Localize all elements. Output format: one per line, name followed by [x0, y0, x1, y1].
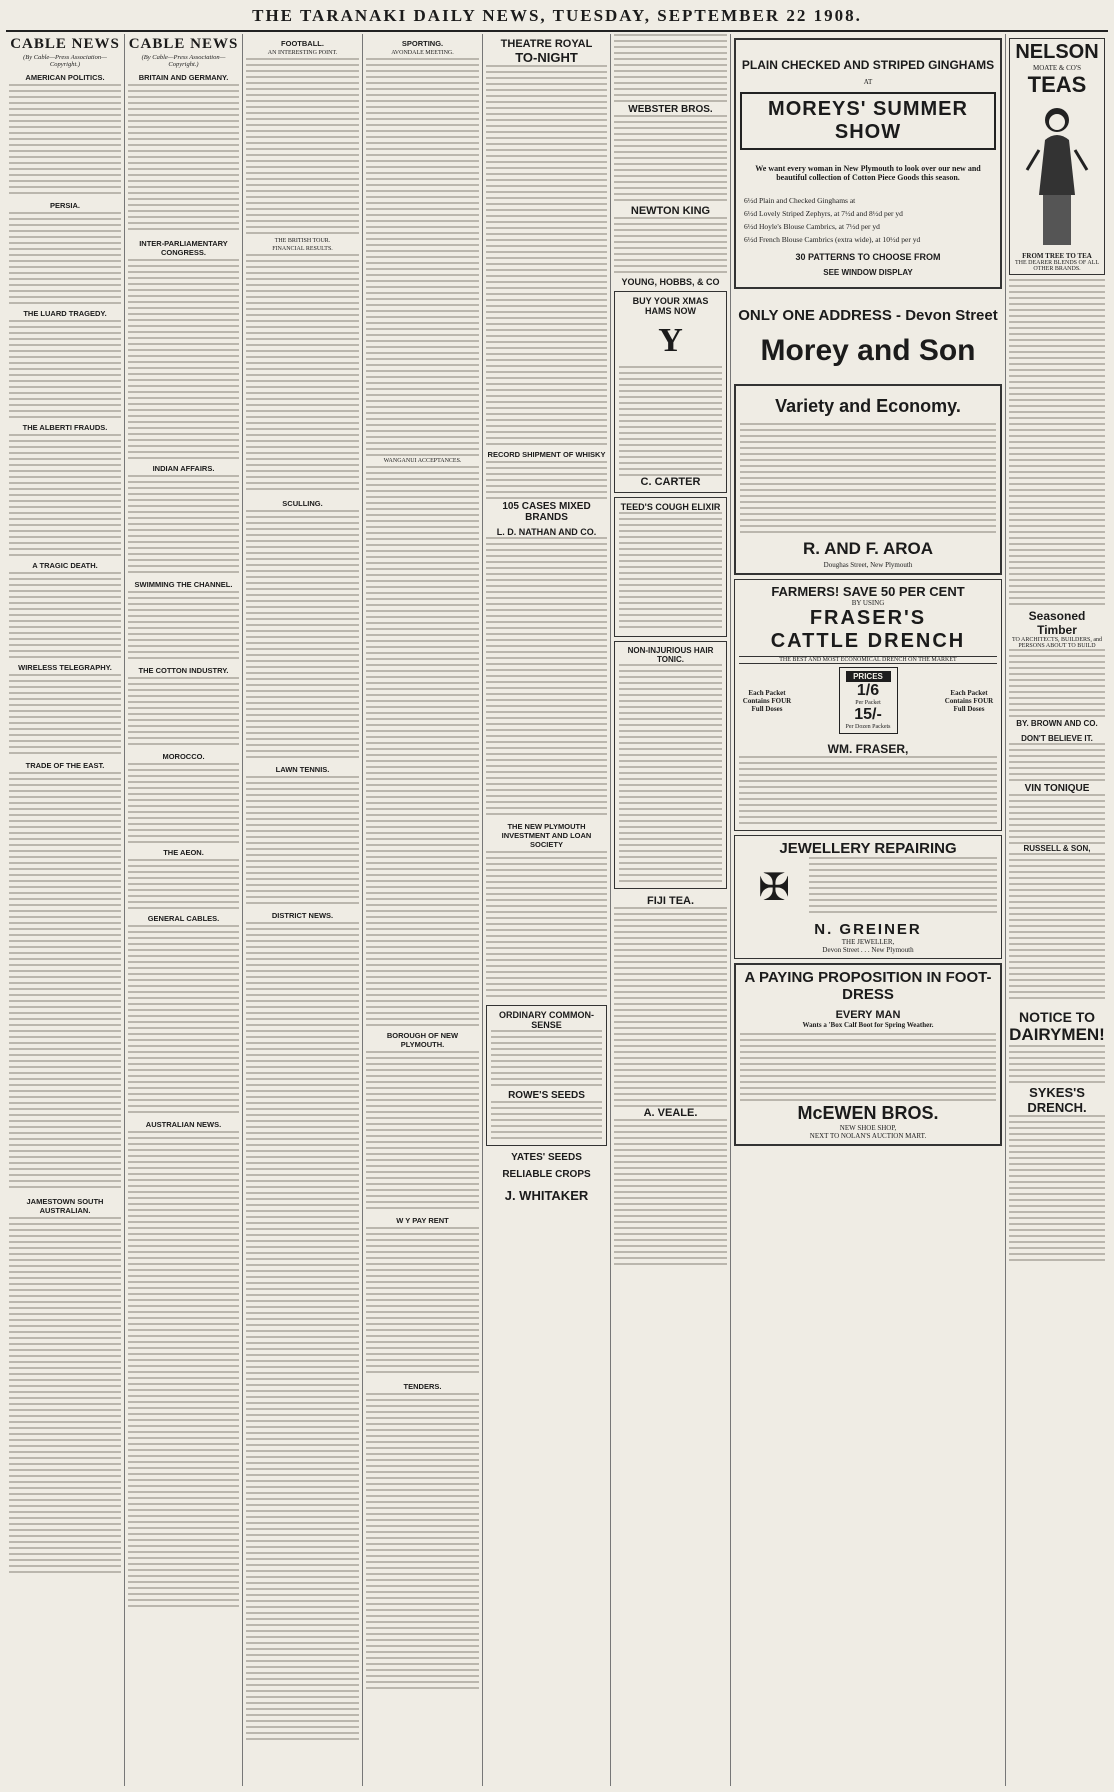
price-row [739, 667, 997, 734]
article-text [128, 1131, 239, 1611]
gingham-at: AT [863, 78, 873, 86]
article-text [246, 776, 359, 906]
headline: LAWN TENNIS. [275, 765, 330, 774]
ad-text [809, 857, 997, 917]
ad-text [740, 1033, 996, 1103]
dairymen: DAIRYMEN! [1009, 1025, 1105, 1044]
mcewen-name: McEWEN BROS. [797, 1103, 939, 1123]
column-1-heading: CABLE NEWS [10, 36, 120, 52]
sub-headline: THE BRITISH TOUR. [274, 238, 331, 244]
ad-text [614, 217, 727, 277]
frasers-name: FRASER'S [809, 607, 927, 629]
headline: THE AEON. [163, 848, 204, 857]
dearer-blends: THE DEARER BLENDS OF ALL OTHER BRANDS. [1015, 260, 1099, 272]
aroa-name: R. AND F. AROA [802, 539, 933, 558]
article-text [9, 320, 121, 418]
gingham-line: 6½d French Blouse Cambrics (extra wide), at 10½d per yd [744, 235, 921, 244]
fiji-tea-heading: FIJI TEA. [646, 895, 695, 907]
column-2 [124, 34, 242, 1786]
doubt-heading: DON'T BELIEVE IT. [1021, 734, 1093, 743]
column-5 [482, 34, 610, 1786]
ad-text [740, 423, 996, 533]
article-text [128, 259, 239, 459]
headline: AUSTRALIAN NEWS. [145, 1120, 222, 1129]
ad-text [486, 65, 607, 445]
moate-name: MOATE & CO'S [1033, 64, 1081, 72]
whitaker-name: J. WHITAKER [504, 1188, 589, 1203]
prices-label: PRICES [846, 671, 891, 682]
gingham-line: 6½d Hoyle's Blouse Cambrics, at 7½d per yd [744, 222, 880, 231]
carter-name: C. CARTER [640, 476, 701, 488]
notice-heading: W Y PAY RENT [396, 1216, 449, 1225]
jewel-ornament-icon: ✠ [758, 865, 790, 909]
every-man: EVERY MAN [835, 1009, 901, 1021]
headline: THE LUARD TRAGEDY. [23, 309, 107, 318]
ad-text [486, 537, 607, 817]
jewellery-row [739, 857, 997, 917]
headline: INDIAN AFFAIRS. [152, 464, 215, 473]
column-7 [730, 34, 1005, 1786]
rowes-seeds: ROWE'S SEEDS [508, 1090, 585, 1101]
headline: WIRELESS TELEGRAPHY. [18, 663, 112, 672]
seeds-heading: ORDINARY COMMON-SENSE [499, 1010, 594, 1030]
article-text [9, 674, 121, 756]
masthead-rule [6, 30, 1108, 32]
headline: BRITAIN AND GERMANY. [138, 73, 229, 82]
webster-name: WEBSTER BROS. [628, 104, 713, 115]
moreys-address: ONLY ONE ADDRESS - Devon Street [738, 307, 998, 324]
article-text [128, 859, 239, 909]
ad-text [614, 1119, 727, 1269]
article-text [9, 212, 121, 304]
price-box [839, 667, 898, 734]
ham-big-letter: Y [658, 322, 683, 359]
fraser-chemist: WM. FRASER, [827, 742, 909, 756]
headline: PERSIA. [49, 201, 80, 210]
gingham-line: 6½d Lovely Striped Zephyrs, at 7½d and 8½d per yd [744, 209, 903, 218]
notice-heading: TENDERS. [403, 1382, 442, 1391]
ad-text [1009, 743, 1105, 783]
column-1-credit: (By Cable—Press Association—Copyright.) [23, 54, 107, 68]
pack-left: Each Packet Contains FOUR Full Doses [742, 688, 792, 713]
headline: THE COTTON INDUSTRY. [138, 666, 229, 675]
window-display-line: SEE WINDOW DISPLAY [823, 268, 913, 277]
gingham-title: PLAIN CHECKED AND STRIPED GINGHAMS [741, 58, 995, 72]
jewellery-ad [734, 835, 1002, 959]
ham-ad [614, 291, 727, 493]
article-text [128, 677, 239, 747]
newton-king-name: NEWTON KING [630, 205, 711, 217]
headline: SWIMMING THE CHANNEL. [134, 580, 233, 589]
best-drench-line: THE BEST AND MOST ECONOMICAL DRENCH ON THE MARKET [739, 656, 997, 664]
article-text [128, 591, 239, 661]
ad-text [486, 461, 607, 501]
article-text [366, 466, 479, 1026]
headline: MOROCCO. [162, 752, 205, 761]
headline: SPORTING. [401, 39, 444, 48]
ad-text [491, 1030, 602, 1090]
article-text [9, 572, 121, 658]
gingham-intro: We want every woman in New Plymouth to look over our new and beautiful collection of Cotton Piece Goods this season. [755, 164, 981, 182]
moreys-gingham-ad [734, 38, 1002, 289]
ad-text [1009, 1045, 1105, 1085]
article-text [246, 922, 359, 1742]
headline: DISTRICT NEWS. [271, 911, 334, 920]
article-text [128, 84, 239, 234]
article-text [128, 925, 239, 1115]
nelson-tea-ad [1009, 38, 1105, 275]
new-shoe-shop: NEW SHOE SHOP, [839, 1124, 897, 1132]
article-text [366, 58, 479, 458]
headline: SCULLING. [282, 499, 323, 508]
cough-ad [614, 497, 727, 637]
ad-text [614, 34, 727, 104]
patterns-line: 30 PATTERNS TO CHOOSE FROM [795, 252, 941, 262]
whisky-cases: 105 CASES MIXED BRANDS [502, 501, 591, 523]
ad-text [614, 907, 727, 1107]
headline: INTER-PARLIAMENTARY CONGRESS. [139, 239, 228, 257]
veale-name: A. VEALE. [643, 1107, 698, 1119]
gingham-line: 6½d Plain and Checked Ginghams at [744, 196, 856, 205]
column-3 [242, 34, 362, 1786]
hair-tonic-ad [614, 641, 727, 889]
foot-dress-heading: A PAYING PROPOSITION IN FOOT-DRESS [744, 969, 992, 1003]
price-dozen: 15/- [854, 706, 882, 723]
price-packet-note: Per Packet [855, 700, 881, 706]
box-calf-line: Wants a 'Box Calf Boot for Spring Weather. [802, 1021, 934, 1029]
column-2-credit: (By Cable—Press Association—Copyright.) [141, 54, 226, 68]
ad-text [614, 115, 727, 205]
ad-text [1009, 853, 1105, 1003]
next-to-nolans: NEXT TO NOLAN'S AUCTION MART. [809, 1132, 927, 1140]
notice-to: NOTICE TO [1019, 1009, 1095, 1025]
ad-text [619, 664, 722, 884]
article-text [246, 254, 359, 494]
sub-headline: WANGANUI ACCEPTANCES. [383, 458, 462, 464]
headline: JAMESTOWN SOUTH AUSTRALIAN. [26, 1197, 104, 1215]
ham-heading: BUY YOUR XMAS HAMS NOW [632, 296, 709, 316]
teas-word: TEAS [1027, 72, 1087, 97]
column-2-heading: CABLE NEWS [128, 36, 239, 52]
moreys-summer-show: MOREYS' SUMMER SHOW [740, 92, 996, 150]
cattle-drench: CATTLE DRENCH [770, 630, 966, 652]
ad-text [1009, 649, 1105, 719]
tree-to-tea: FROM TREE TO TEA [1022, 252, 1092, 260]
greiner-address: Devon Street . . . New Plymouth [822, 946, 914, 954]
price-packet: 1/6 [856, 682, 880, 699]
ad-text [486, 851, 607, 1001]
nathan-name: L. D. NATHAN AND CO. [496, 527, 597, 537]
frasers-drench-ad [734, 579, 1002, 831]
masthead: THE TARANAKI DAILY NEWS, TUESDAY, SEPTEMBER 22 1908. [252, 6, 862, 25]
classified-text [1009, 279, 1105, 609]
ad-text [619, 366, 722, 476]
headline: GENERAL CABLES. [147, 914, 220, 923]
notice-text [366, 1051, 479, 1211]
headline: THE ALBERTI FRAUDS. [22, 423, 108, 432]
article-text [128, 763, 239, 843]
seeds-ad [486, 1005, 607, 1146]
headline: TRADE OF THE EAST. [25, 761, 105, 770]
article-text [246, 58, 359, 238]
society-heading: THE NEW PLYMOUTH INVESTMENT AND LOAN SOCIETY [501, 822, 592, 849]
hair-tonic-heading: NON-INJURIOUS HAIR TONIC. [627, 646, 714, 664]
ad-text [619, 512, 722, 632]
cough-heading: TEED'S COUGH ELIXIR [620, 502, 721, 512]
young-hobbs-name: YOUNG, HOBBS, & CO [621, 277, 720, 287]
farmers-save: FARMERS! SAVE 50 PER CENT [771, 584, 965, 599]
ad-text [491, 1101, 602, 1141]
article-text [9, 84, 121, 196]
by-using: BY USING [851, 599, 885, 607]
article-text [246, 510, 359, 760]
theatre-ad-title: THEATRE ROYAL [500, 38, 593, 50]
column-8 [1005, 34, 1108, 1786]
ad-text [1009, 1115, 1105, 1265]
timber-sub: TO ARCHITECTS, BUILDERS, and PERSONS ABOUT TO BUILD [1011, 637, 1103, 649]
reliable-crops: RELIABLE CROPS [502, 1169, 591, 1180]
notice-heading: BOROUGH OF NEW PLYMOUTH. [386, 1031, 459, 1049]
sub-headline: AN INTERESTING POINT. [267, 50, 338, 56]
column-4 [362, 34, 482, 1786]
greiner-sub: THE JEWELLER, [841, 938, 895, 946]
article-text [9, 434, 121, 556]
ad-text [1009, 794, 1105, 844]
variety-heading: Variety and Economy. [775, 396, 961, 416]
pack-right: Each Packet Contains FOUR Full Doses [944, 688, 994, 713]
brown-name: BY. BROWN AND CO. [1016, 719, 1098, 728]
whisky-ad-heading: RECORD SHIPMENT OF WHISKY [487, 450, 606, 459]
column-6 [610, 34, 730, 1786]
price-dozen-note: Per Dozen Packets [845, 724, 891, 730]
aroa-address: Doughas Street, New Plymouth [823, 561, 913, 569]
column-1 [6, 34, 124, 1786]
jewellery-heading: JEWELLERY REPAIRING [779, 840, 957, 857]
timber-heading: Seasoned Timber [1028, 609, 1086, 637]
greiner-name: N. GREINER [814, 921, 922, 938]
article-text [9, 1217, 121, 1577]
yates-seeds: YATES' SEEDS [511, 1152, 582, 1163]
notice-text [366, 1227, 479, 1377]
mcewen-ad [734, 963, 1002, 1146]
vin-tonique: VIN TONIQUE [1024, 783, 1090, 794]
theatre-ad-tonight: TO-NIGHT [515, 50, 578, 65]
sub-headline: FINANCIAL RESULTS. [272, 246, 333, 252]
article-text [9, 772, 121, 1192]
moreys-firm-name: Morey and Son [760, 334, 976, 367]
headline: FOOTBALL. [281, 39, 324, 48]
article-text [128, 475, 239, 575]
headline: AMERICAN POLITICS. [25, 73, 105, 82]
sub-headline: AVONDALE MEETING. [391, 50, 454, 56]
sykes-drench: SYKES'S DRENCH. [1027, 1085, 1087, 1115]
nelson-name: NELSON [1015, 41, 1099, 63]
aroa-ad [734, 384, 1002, 575]
russell-name: RUSSELL & SON, [1023, 844, 1091, 853]
headline: A TRAGIC DEATH. [32, 561, 98, 570]
tea-girl-illustration [1025, 100, 1089, 250]
notice-text [366, 1393, 479, 1693]
ad-text [739, 756, 997, 826]
